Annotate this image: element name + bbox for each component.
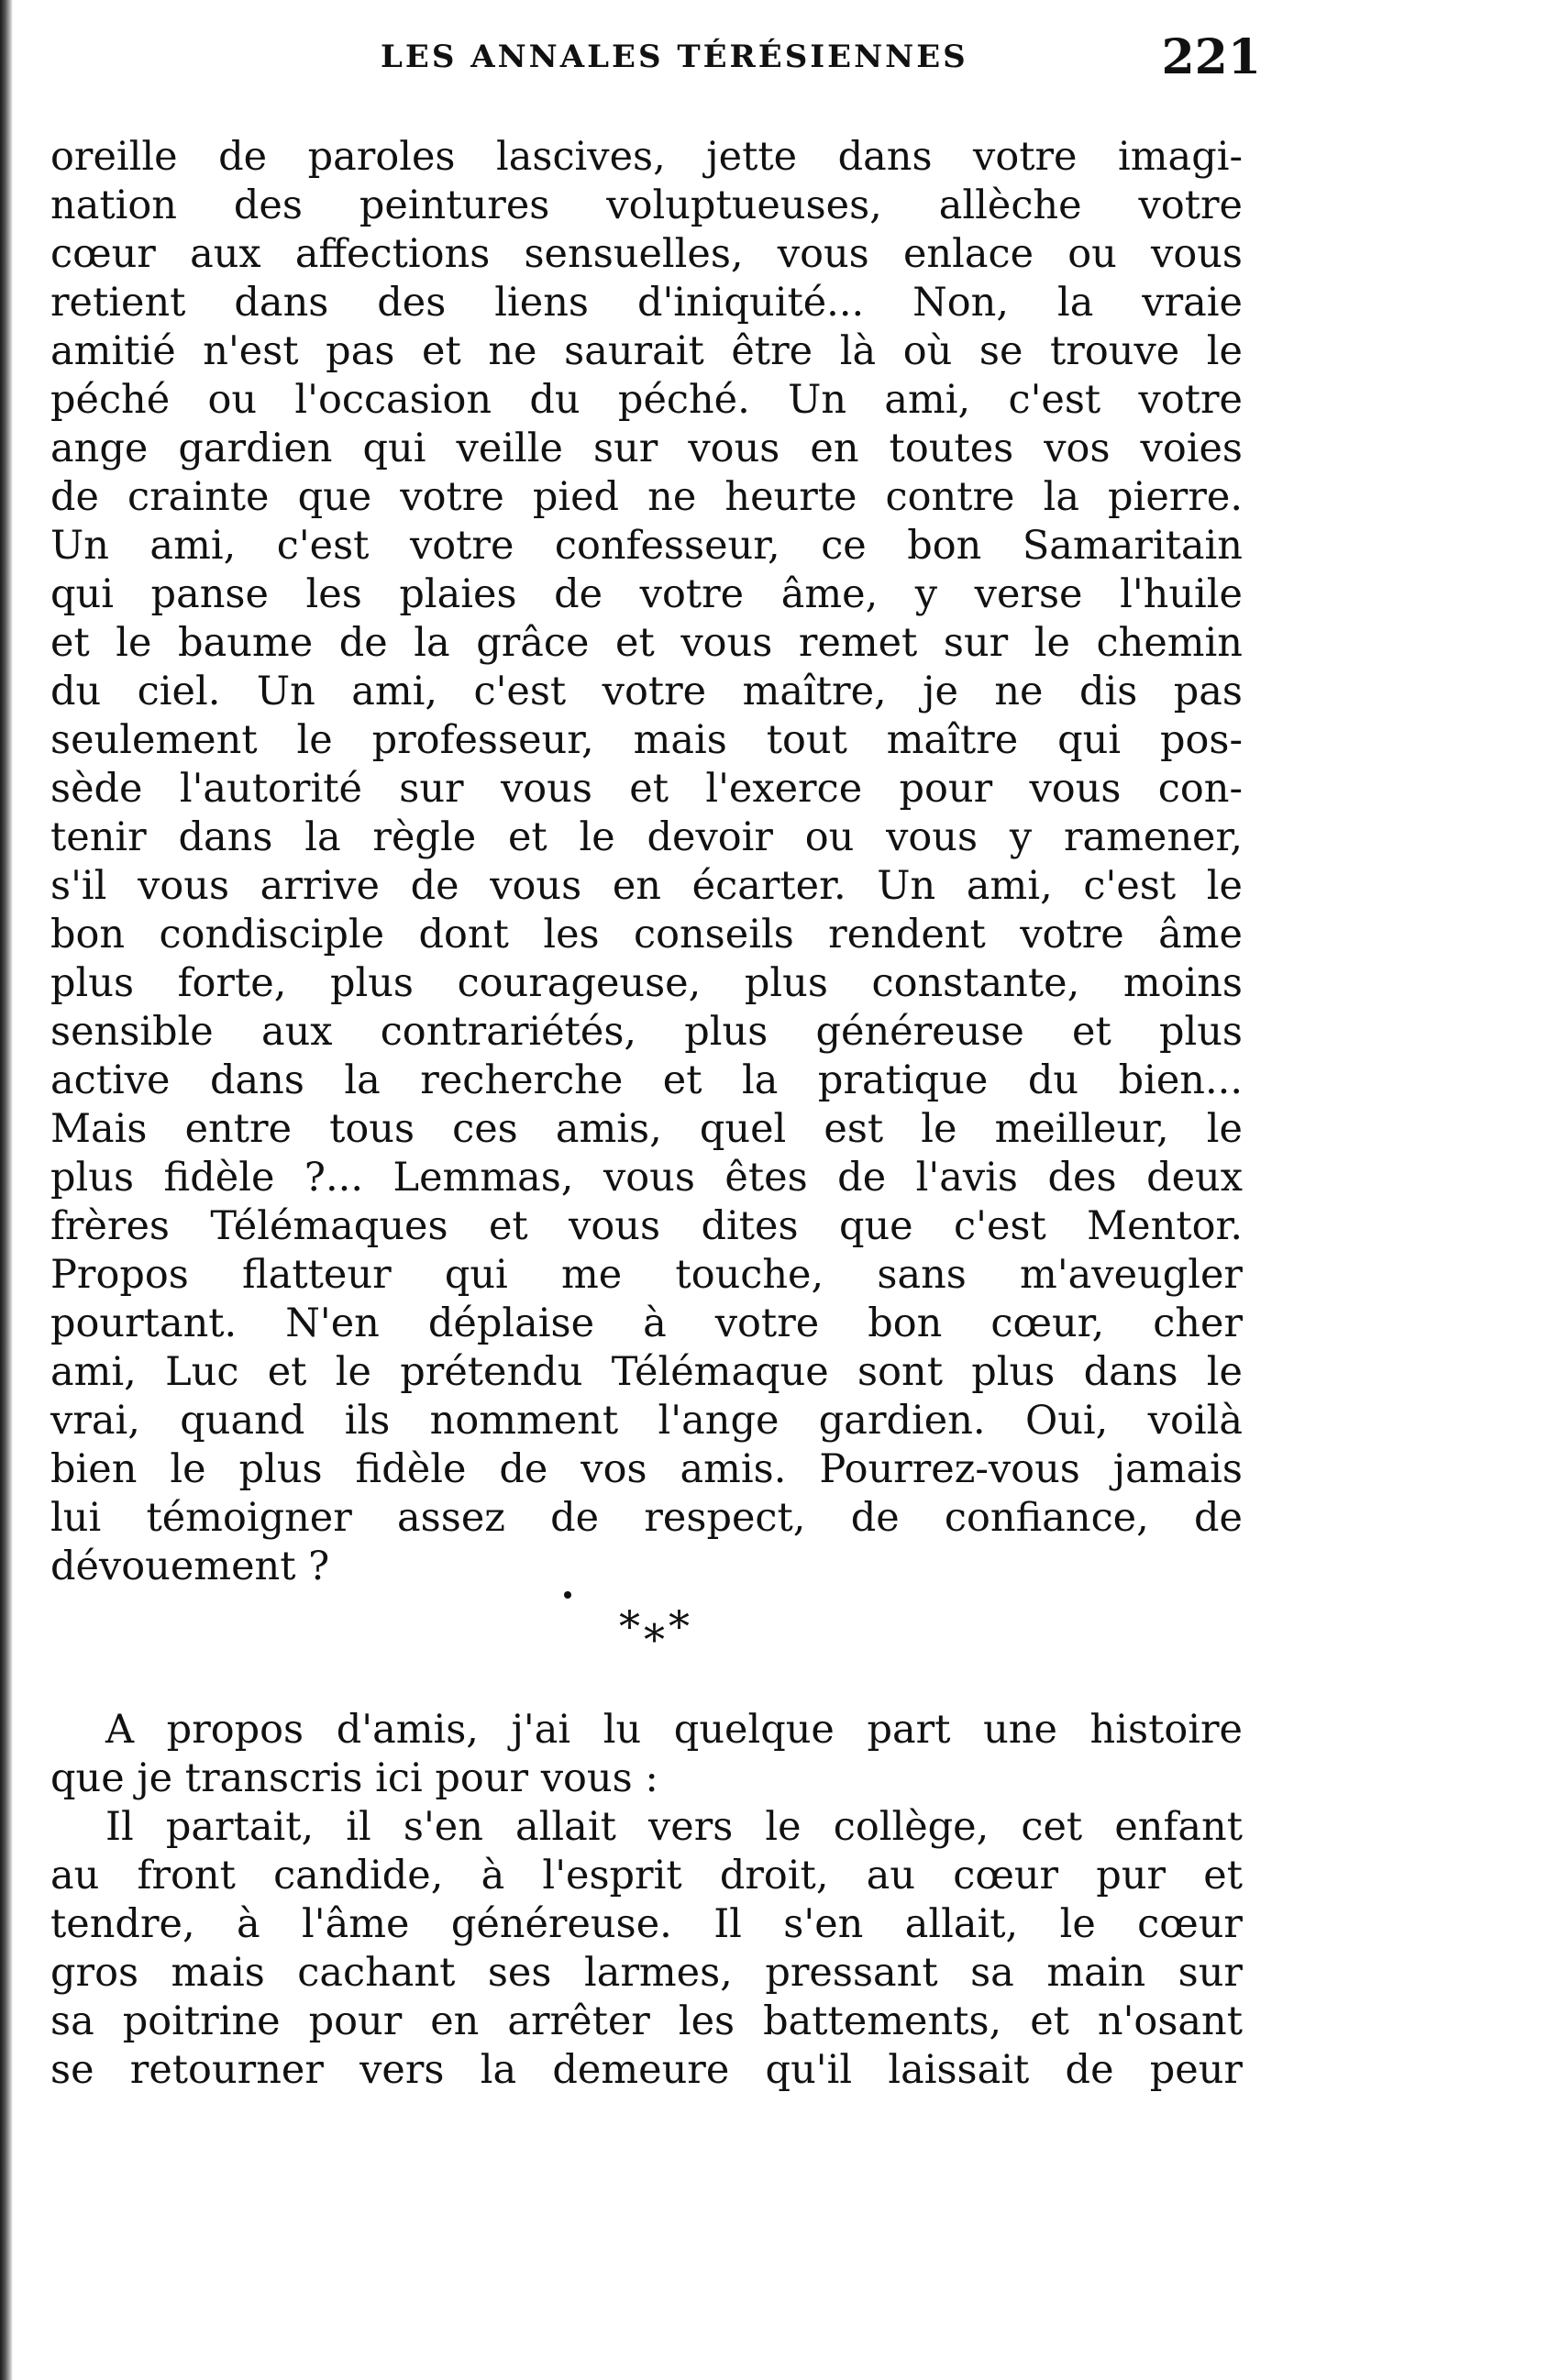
text-line: nation des peintures voluptueuses, allèche votre bbox=[50, 183, 1243, 228]
text-line: de crainte que votre pied ne heurte contre la pierre. bbox=[50, 474, 1243, 520]
text-line: au front candide, à l'esprit droit, au cœur pur et bbox=[50, 1853, 1243, 1898]
text-line: vrai, quand ils nomment l'ange gardien. Oui, voilà bbox=[50, 1398, 1243, 1444]
text-line: tenir dans la règle et le devoir ou vous y ramener, bbox=[50, 814, 1243, 860]
running-header bbox=[326, 28, 1261, 92]
text-line: Il partait, il s'en allait vers le collège, cet enfant bbox=[105, 1804, 1243, 1850]
text-line: pourtant. N'en déplaise à votre bon cœur, cher bbox=[50, 1301, 1243, 1346]
text-line: gros mais cachant ses larmes, pressant sa main sur bbox=[50, 1950, 1243, 1996]
text-line: seulement le professeur, mais tout maître qui pos- bbox=[50, 717, 1243, 763]
text-line: s'il vous arrive de vous en écarter. Un ami, c'est le bbox=[50, 863, 1243, 909]
text-line: bien le plus fidèle de vos amis. Pourrez-vous jamais bbox=[50, 1446, 1243, 1492]
text-line: oreille de paroles lascives, jette dans votre imagi- bbox=[50, 134, 1243, 180]
text-line: ami, Luc et le prétendu Télémaque sont plus dans le bbox=[50, 1349, 1243, 1395]
text-line: péché ou l'occasion du péché. Un ami, c'est votre bbox=[50, 377, 1243, 423]
page-number: 221 bbox=[1161, 29, 1261, 85]
paragraph-3 bbox=[50, 1803, 1243, 2095]
text-line: sa poitrine pour en arrêter les battements, et n'osant bbox=[50, 1998, 1243, 2044]
page-edge-shadow bbox=[0, 0, 13, 2380]
text-line: A propos d'amis, j'ai lu quelque part une histoire bbox=[105, 1707, 1243, 1753]
text-line: Mais entre tous ces amis, quel est le meilleur, le bbox=[50, 1106, 1243, 1152]
text-line: bon condisciple dont les conseils rendent votre âme bbox=[50, 912, 1243, 958]
section-separator: *⁎* bbox=[619, 1601, 693, 1651]
text-line: ange gardien qui veille sur vous en toutes vos voies bbox=[50, 426, 1243, 471]
text-line: qui panse les plaies de votre âme, y verse l'huile bbox=[50, 571, 1243, 617]
text-line: active dans la recherche et la pratique du bien... bbox=[50, 1057, 1243, 1103]
text-line: sède l'autorité sur vous et l'exerce pour vous con- bbox=[50, 766, 1243, 812]
text-line: se retourner vers la demeure qu'il laissait de peur bbox=[50, 2047, 1243, 2093]
text-line: plus forte, plus courageuse, plus constante, moins bbox=[50, 960, 1243, 1006]
text-line: que je transcris ici pour vous : bbox=[50, 1755, 658, 1801]
running-title: LES ANNALES TÉRÉSIENNES bbox=[381, 39, 968, 75]
paragraph-1 bbox=[50, 133, 1243, 1591]
book-page bbox=[50, 28, 1261, 2093]
text-line: plus fidèle ?... Lemmas, vous êtes de l'avis des deux bbox=[50, 1155, 1243, 1201]
ink-speck bbox=[564, 1591, 571, 1599]
text-line: lui témoigner assez de respect, de confiance, de bbox=[50, 1495, 1243, 1541]
text-line: et le baume de la grâce et vous remet sur le chemin bbox=[50, 620, 1243, 666]
text-line: du ciel. Un ami, c'est votre maître, je ne dis pas bbox=[50, 669, 1243, 714]
text-line: tendre, à l'âme généreuse. Il s'en allait, le cœur bbox=[50, 1901, 1243, 1947]
text-line: frères Télémaques et vous dites que c'est Mentor. bbox=[50, 1203, 1243, 1249]
text-line: amitié n'est pas et ne saurait être là où se trouve le bbox=[50, 328, 1243, 374]
text-line: Un ami, c'est votre confesseur, ce bon Samaritain bbox=[50, 523, 1243, 569]
paragraph-2 bbox=[50, 1706, 1243, 1803]
text-line: Propos flatteur qui me touche, sans m'aveugler bbox=[50, 1252, 1243, 1298]
text-line: dévouement ? bbox=[50, 1544, 330, 1589]
text-line: sensible aux contrariétés, plus généreuse et plus bbox=[50, 1009, 1243, 1055]
text-line: retient dans des liens d'iniquité... Non, la vraie bbox=[50, 280, 1243, 326]
text-line: cœur aux affections sensuelles, vous enlace ou vous bbox=[50, 231, 1243, 277]
